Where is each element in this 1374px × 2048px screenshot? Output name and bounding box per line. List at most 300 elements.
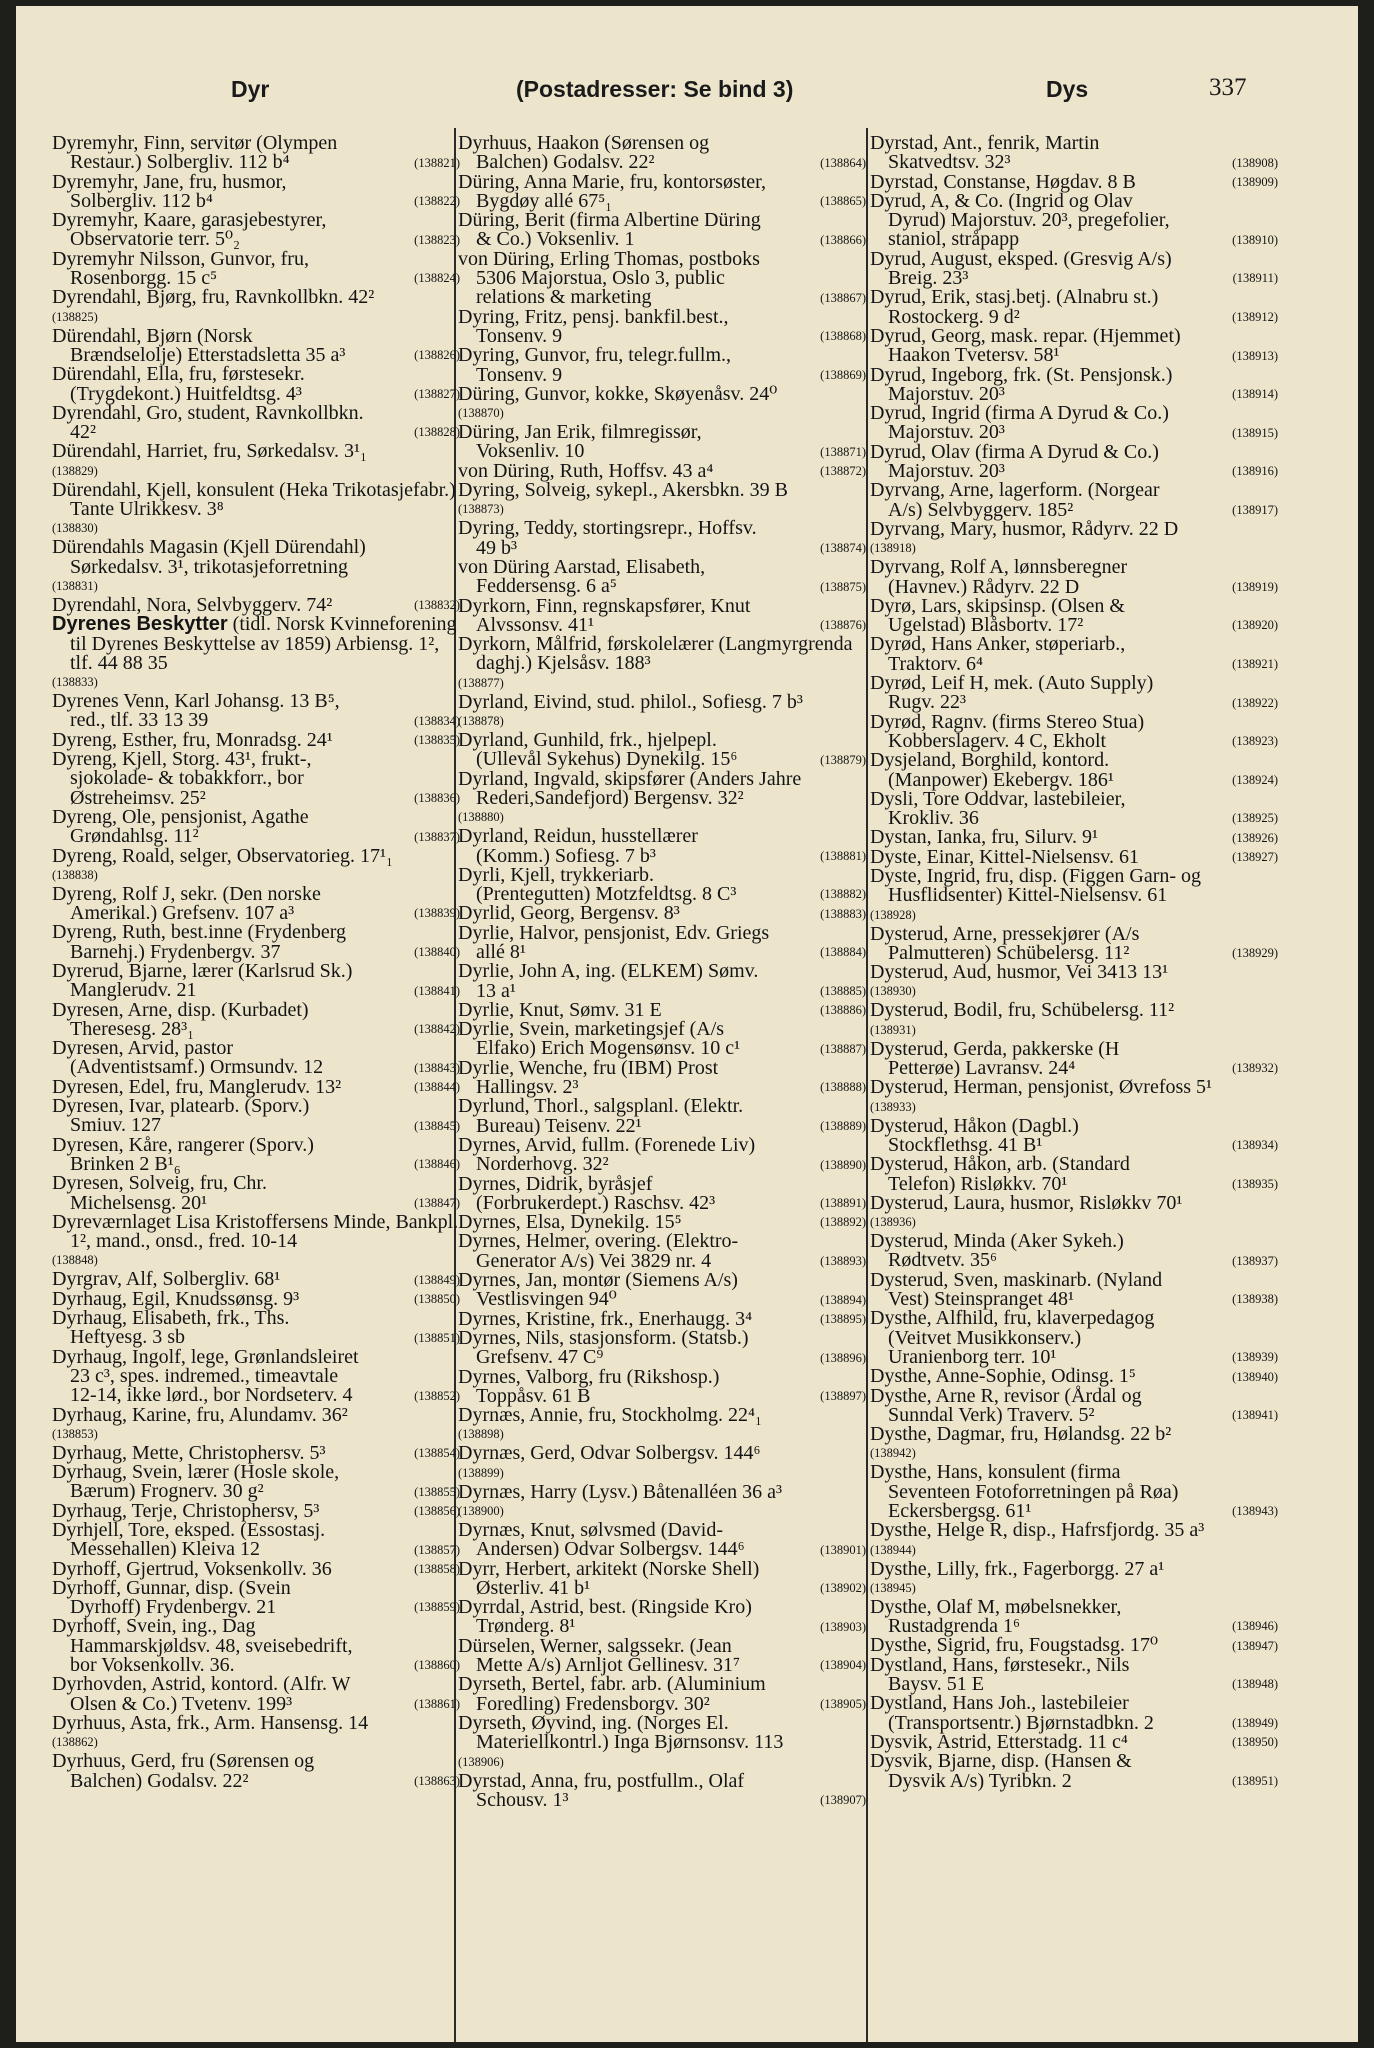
entry-code: (138922) — [1232, 695, 1278, 710]
entry-code: (138885) — [820, 983, 866, 998]
entry-code: (138844) — [414, 1080, 460, 1095]
entry-description: Dyresen, Solveig, fru, Chr. Michelsensg. 20¹ — [52, 1172, 267, 1214]
entry-description: Düring, Anna Marie, fru, kontorsøster, Bygdøy allé 67⁵₁ — [458, 170, 767, 212]
entry-description: Dyresen, Arvid, pastor (Adventistsamf.) Ormsundv. 12 — [52, 1037, 324, 1079]
directory-entry — [870, 1114, 1278, 1156]
entry-description: Dyring, Solveig, sykepl., Akersbkn. 39 B — [458, 479, 788, 502]
entry-text — [52, 1711, 460, 1752]
directory-entry — [458, 423, 866, 462]
entry-code: (138863) — [414, 1773, 460, 1788]
entry-description: Dyrnes, Elsa, Dynekilg. 15⁵ — [458, 1211, 682, 1234]
entry-code: (138883) — [820, 906, 866, 921]
entry-description: Dürendahl, Kjell, konsulent (Heka Trikotasjefabr.) Tante Ulrikkesv. 3⁸ — [52, 478, 456, 521]
entry-text — [870, 189, 1278, 251]
entry-code: (138889) — [820, 1118, 866, 1133]
entry-description: Dyrlie, John A, ing. (ELKEM) Sømv. 13 a¹ — [458, 960, 759, 1002]
entry-code: (138933) — [870, 1099, 916, 1114]
entry-text — [870, 1463, 1278, 1521]
directory-page — [16, 6, 1358, 2042]
directory-entry — [52, 1174, 460, 1213]
entry-code: (138838) — [52, 867, 98, 882]
entry-code: (138946) — [1232, 1619, 1278, 1634]
entry-code: (138834) — [414, 713, 460, 728]
entry-description: Dyrnes, Helmer, overing. (Elektro-Generator A/s) Vei 3829 nr. 4 — [458, 1230, 739, 1272]
entry-text — [870, 1595, 1278, 1638]
entry-code: (138840) — [414, 944, 460, 959]
entry-text — [52, 692, 460, 731]
entry-description: Dyrlie, Knut, Sømv. 31 E — [458, 998, 662, 1021]
entry-description: Dyreng, Rolf J, sekr. (Den norske Amerikal.) Grefsenv. 107 a³ — [52, 882, 321, 925]
entry-text — [458, 1326, 866, 1369]
entry-description: Dyresen, Ivar, platearb. (Sporv.) Smiuv. 127 — [52, 1095, 310, 1137]
directory-entry — [52, 401, 460, 444]
directory-entry — [458, 555, 866, 598]
entry-text — [458, 921, 866, 963]
entry-code: (138916) — [1232, 464, 1278, 479]
right-guide-word: Dys — [1046, 76, 1089, 102]
directory-entry — [458, 863, 866, 906]
entry-code: (138880) — [458, 810, 504, 825]
entry-text — [870, 1155, 1278, 1194]
entry-code: (138846) — [414, 1157, 460, 1172]
entry-code: (138906) — [458, 1754, 504, 1769]
entry-text — [870, 324, 1278, 367]
entry-description: Dyste, Ingrid, fru, disp. (Figgen Garn- og Husflidsenter) Kittel-Nielsensv. 61 — [870, 864, 1202, 907]
directory-entry — [458, 1172, 866, 1214]
entry-code: (138923) — [1232, 734, 1278, 749]
entry-code: (138884) — [820, 945, 866, 960]
column-2 — [458, 134, 866, 2034]
entry-text — [458, 1365, 866, 1407]
directory-entry — [870, 247, 1278, 290]
entry-text — [870, 481, 1278, 520]
entry-description: Dysterud, Arne, pressekjører (A/s Palmutteren) Schübelersg. 11² — [870, 922, 1140, 964]
entry-text — [458, 1598, 866, 1637]
entry-text — [52, 882, 460, 925]
entry-code: (138944) — [870, 1542, 916, 1557]
entry-description: Dysterud, Minda (Aker Sykeh.) Rødtvetv. 35⁶ — [870, 1230, 1124, 1272]
entry-text — [52, 998, 460, 1040]
entry-code: (138930) — [870, 984, 916, 999]
entry-text — [52, 324, 460, 366]
entry-text — [458, 382, 866, 423]
directory-entry — [870, 1463, 1278, 1521]
entry-text — [870, 288, 1278, 327]
directory-entry — [870, 517, 1278, 558]
entry-code: (138913) — [1232, 348, 1278, 363]
directory-entry — [458, 382, 866, 423]
page-number: 337 — [1209, 74, 1247, 101]
entry-text — [458, 1557, 866, 1599]
entry-text — [458, 731, 866, 770]
entry-description: Düring, Jan Erik, filmregissør, Voksenliv. 10 — [458, 421, 702, 463]
column-1 — [52, 134, 460, 2034]
directory-entry — [870, 1309, 1278, 1367]
entry-description: Dyrhoff, Gjertrud, Voksenkollv. 36 — [52, 1557, 332, 1580]
entry-text — [52, 1463, 460, 1502]
entry-description: Dysthe, Helge R, disp., Hafrsfjordg. 35 a³ — [870, 1519, 1205, 1542]
entry-code: (138872) — [820, 464, 866, 479]
entry-description: Dyrhaug, Ingolf, lege, Grønlandsleiret 23 c³, spes. indremed., timeavtale 12-14, ikke lørd., bor Nordseterv. 4 — [52, 1345, 359, 1407]
entry-code: (138937) — [1232, 1253, 1278, 1268]
directory-entry — [458, 731, 866, 770]
entry-text — [870, 1384, 1278, 1426]
entry-text — [458, 1406, 866, 1444]
entry-description: Dysterud, Gerda, pakkerske (H Petterøe) Lavransv. 24⁴ — [870, 1037, 1120, 1080]
directory-entry — [52, 805, 460, 848]
entry-description: Dyrlund, Thorl., salgsplanl. (Elektr. Bureau) Teisenv. 22¹ — [458, 1095, 744, 1137]
entry-text — [458, 1056, 866, 1099]
directory-entry — [458, 346, 866, 385]
entry-description: Dyrlie, Halvor, pensjonist, Edv. Griegs allé 8¹ — [458, 921, 770, 963]
entry-description: Dyrnæs, Annie, fru, Stockholmg. 22⁴₁ — [458, 1404, 762, 1427]
directory-entry — [458, 1675, 866, 1714]
entry-code: (138833) — [52, 675, 98, 690]
entry-text — [870, 1268, 1278, 1311]
entry-code: (138941) — [1232, 1408, 1278, 1423]
directory-entry — [52, 1097, 460, 1136]
entry-text — [458, 519, 866, 558]
entry-code: (138929) — [1232, 946, 1278, 961]
entry-text — [870, 710, 1278, 752]
directory-entry — [458, 1097, 866, 1136]
entry-code: (138878) — [458, 714, 504, 729]
directory-entry — [52, 324, 460, 366]
entry-code: (138898) — [458, 1427, 504, 1442]
directory-entry — [52, 882, 460, 925]
entry-description: Dysvik, Bjarne, disp. (Hansen & Dysvik A/s) Tyribkn. 2 — [870, 1750, 1132, 1792]
entry-description: Dyrr, Herbert, arkitekt (Norske Shell) Østerliv. 41 b¹ — [458, 1557, 760, 1599]
entry-text — [458, 1711, 866, 1772]
directory-entry — [870, 1694, 1278, 1733]
entry-text — [870, 1232, 1278, 1271]
directory-entry — [458, 1271, 866, 1310]
entry-description: Dyring, Fritz, pensj. bankfil.best., Tonsenv. 9 — [458, 305, 729, 347]
entry-description: Dysvik, Astrid, Etterstadg. 11 c⁴ — [870, 1730, 1128, 1753]
entry-code: (138849) — [414, 1272, 460, 1287]
entry-text — [52, 1521, 460, 1560]
entry-description: Dyrhoff, Svein, ing., Dag Hammarskjøldsv. 48, sveisebedrift, bor Voksenkollv. 36. — [52, 1615, 353, 1677]
entry-description: Dürendahl, Ella, fru, førstesekr. (Trygdekont.) Huitfeldtsg. 4³ — [52, 363, 305, 405]
entry-description: Dysterud, Laura, husmor, Risløkkv 70¹ — [870, 1191, 1183, 1214]
entry-description: Dyrhaug, Mette, Christophersv. 5³ — [52, 1441, 326, 1464]
directory-entry — [870, 363, 1278, 405]
directory-entry — [870, 1232, 1278, 1271]
entry-code: (138914) — [1232, 387, 1278, 402]
entry-text — [52, 401, 460, 444]
directory-entry — [870, 1557, 1278, 1598]
entry-description: Dyrnæs, Gerd, Odvar Solbergsv. 144⁶ — [458, 1442, 761, 1465]
directory-entry — [458, 247, 866, 309]
directory-entry — [52, 442, 460, 480]
entry-text — [870, 674, 1278, 713]
directory-entry — [52, 1345, 460, 1407]
entry-text — [870, 558, 1278, 597]
directory-entry — [870, 594, 1278, 637]
entry-code: (138830) — [52, 521, 98, 536]
entry-code: (138871) — [820, 444, 866, 459]
directory-entry — [458, 1521, 866, 1560]
entry-description: Dyrvang, Mary, husmor, Rådyrv. 22 D — [870, 517, 1179, 540]
entry-text — [52, 1345, 460, 1407]
entry-text — [52, 211, 460, 250]
entry-code: (138825) — [52, 309, 98, 324]
entry-description: Dysterud, Sven, maskinarb. (Nyland Vest) Steinspranget 48¹ — [870, 1268, 1163, 1311]
entry-description: Dyring, Teddy, stortingsrepr., Hoffsv. 49 b³ — [458, 517, 757, 559]
directory-entry — [52, 923, 460, 962]
directory-entry — [458, 170, 866, 212]
entry-code: (138853) — [52, 1426, 98, 1441]
entry-code: (138927) — [1232, 849, 1278, 864]
directory-entry — [870, 635, 1278, 674]
directory-entry — [458, 519, 866, 558]
directory-entry — [870, 1268, 1278, 1311]
entry-text — [52, 1174, 460, 1213]
entry-text — [52, 844, 460, 885]
entry-text — [458, 1675, 866, 1714]
entry-text — [870, 787, 1278, 830]
entry-code: (138832) — [414, 598, 460, 613]
entry-text — [52, 805, 460, 848]
directory-entry — [870, 922, 1278, 964]
entry-text — [458, 1133, 866, 1176]
entry-code: (138845) — [414, 1118, 460, 1133]
directory-entry — [870, 288, 1278, 327]
directory-entry — [52, 1403, 460, 1444]
directory-entry — [458, 1634, 866, 1677]
entry-code: (138925) — [1232, 811, 1278, 826]
entry-description: Dyrhuus, Haakon (Sørensen og Balchen) Godalsv. 22² — [458, 134, 710, 174]
entry-description: Dyrnes, Nils, stasjonsform. (Statsb.) Grefsenv. 47 C⁹ — [458, 1326, 749, 1369]
entry-description: Dyrhjell, Tore, eksped. (Essostasj. Messehallen) Kleiva 12 — [52, 1519, 326, 1561]
entry-text — [870, 635, 1278, 674]
entry-description: Dyrgrav, Alf, Solbergliv. 68¹ — [52, 1268, 281, 1291]
directory-entry — [52, 478, 460, 539]
directory-entry — [870, 1078, 1278, 1116]
entry-code: (138951) — [1232, 1773, 1278, 1788]
entry-description: (tidl. Norsk Kvinneforening til Dyrenes Beskyttelse av 1859) Arbiensg. 1², tlf. 44 88 35 — [70, 613, 457, 674]
entry-description: Dyrud, August, eksped. (Gresvig A/s) Breig. 23³ — [870, 247, 1172, 290]
entry-description: Dyrlie, Wenche, fru (IBM) Prost Hallingsv. 2³ — [458, 1056, 719, 1099]
entry-text — [458, 635, 866, 693]
entry-description: Dyrseth, Bertel, fabr. arb. (Aluminium Foredling) Fredensborgv. 30² — [458, 1673, 766, 1715]
entry-code: (138868) — [820, 329, 866, 344]
entry-description: Dyrhaug, Svein, lærer (Hosle skole, Bærum) Frognerv. 30 g² — [52, 1461, 340, 1503]
entry-code: (138919) — [1232, 579, 1278, 594]
entry-code: (138928) — [870, 907, 916, 922]
entry-description: Dysterud, Håkon (Dagbl.) Stockflethsg. 41 B¹ — [870, 1114, 1079, 1156]
entry-description: Dyrrdal, Astrid, best. (Ringside Kro) Trønderg. 8¹ — [458, 1596, 752, 1638]
entry-code: (138881) — [820, 848, 866, 863]
directory-entry — [52, 1711, 460, 1752]
entry-code: (138895) — [820, 1311, 866, 1326]
entry-code: (138904) — [820, 1658, 866, 1673]
directory-entry — [458, 1020, 866, 1059]
entry-description: Dysterud, Aud, husmor, Vei 3413 13¹ — [870, 961, 1169, 984]
directory-entry — [52, 1210, 460, 1271]
column-3 — [870, 134, 1278, 2034]
directory-entry — [52, 844, 460, 885]
entry-description: Dystan, Ianka, fru, Silurv. 9¹ — [870, 826, 1098, 849]
entry-description: Dysjeland, Borghild, kontord. (Manpower) Ekebergv. 186¹ — [870, 749, 1114, 791]
directory-entry — [458, 1406, 866, 1444]
entry-code: (138864) — [820, 155, 866, 170]
entry-code: (138920) — [1232, 618, 1278, 633]
entry-text — [870, 363, 1278, 405]
entry-code: (138858) — [414, 1561, 460, 1576]
directory-entry — [52, 211, 460, 250]
directory-entry — [870, 1191, 1278, 1232]
entry-text — [52, 1675, 460, 1714]
entry-code: (138901) — [820, 1542, 866, 1557]
entry-description: Dysthe, Lilly, frk., Fagerborgg. 27 a¹ — [870, 1557, 1165, 1580]
directory-entry — [458, 1133, 866, 1176]
directory-entry — [458, 594, 866, 636]
directory-entry — [870, 1521, 1278, 1559]
entry-text — [870, 440, 1278, 483]
entry-text — [458, 1480, 866, 1521]
entry-text — [458, 555, 866, 598]
directory-entry — [52, 365, 460, 404]
entry-description: Dyrhuus, Gerd, fru (Sørensen og Balchen) Godalsv. 22² — [52, 1750, 315, 1792]
entry-description: Dysthe, Sigrid, fru, Fougstadsg. 17⁰ — [870, 1634, 1159, 1657]
entry-text — [52, 1039, 460, 1078]
directory-entry — [458, 1598, 866, 1637]
entry-code: (138870) — [458, 406, 504, 421]
entry-text — [870, 517, 1278, 558]
directory-entry — [870, 1037, 1278, 1080]
entry-code: (138843) — [414, 1060, 460, 1075]
entry-code: (138931) — [870, 1022, 916, 1037]
entry-text — [52, 1133, 460, 1175]
entry-description: Dysterud, Bodil, fru, Schübelersg. 11² — [870, 999, 1175, 1022]
entry-code: (138841) — [414, 983, 460, 998]
entry-text — [870, 922, 1278, 964]
directory-entry — [52, 998, 460, 1040]
entry-code: (138905) — [820, 1696, 866, 1711]
entry-code: (138869) — [820, 367, 866, 382]
entry-description: Dyrud, Olav (firma A Dyrud & Co.) Majorstuv. 20³ — [870, 440, 1159, 483]
directory-entry — [52, 750, 460, 808]
entry-description: Dyrhaug, Karine, fru, Alundamv. 36² — [52, 1403, 348, 1426]
entry-code: (138897) — [820, 1389, 866, 1404]
directory-entry — [870, 963, 1278, 1001]
entry-code: (138860) — [414, 1658, 460, 1673]
entry-description: von Düring, Erling Thomas, postboks 5306 Majorstua, Oslo 3, public relations & marketing — [458, 247, 760, 309]
entry-code: (138876) — [820, 618, 866, 633]
directory-entry — [458, 962, 866, 1001]
entry-code: (138900) — [458, 1504, 504, 1518]
entry-code: (138854) — [414, 1446, 460, 1461]
entry-text — [52, 538, 460, 596]
directory-entry — [52, 288, 460, 326]
entry-code: (138875) — [820, 579, 866, 594]
directory-entry — [870, 189, 1278, 251]
entry-description: Dysli, Tore Oddvar, lastebileier, Krokliv. 36 — [870, 787, 1126, 830]
directory-entry — [458, 481, 866, 519]
entry-description: Dürendahl, Harriet, fru, Sørkedalsv. 3¹₁ — [52, 440, 367, 463]
entry-description: Dyrnæs, Knut, sølvsmed (David-Andersen) Odvar Solbergsv. 144⁶ — [458, 1519, 745, 1561]
directory-entry — [458, 1711, 866, 1772]
entry-text — [870, 751, 1278, 790]
entry-code: (138903) — [820, 1619, 866, 1634]
column-divider — [866, 128, 868, 2042]
directory-entry — [870, 134, 1278, 173]
directory-entry — [870, 1384, 1278, 1426]
entry-description: Dyrø, Lars, skipsinsp. (Olsen & Ugelstad) Blåsbortv. 17² — [870, 594, 1125, 637]
entry-code: (138899) — [458, 1465, 504, 1480]
entry-bold-name: Dyrenes Beskytter — [52, 613, 228, 636]
entry-description: Dyste, Einar, Kittel-Nielsensv. 61 — [870, 845, 1139, 868]
directory-entry — [458, 921, 866, 963]
entry-text — [52, 247, 460, 290]
entry-text — [458, 827, 866, 866]
entry-text — [52, 1752, 460, 1791]
entry-description: Dyrhovden, Astrid, kontord. (Alfr. W Olsen & Co.) Tvetenv. 199³ — [52, 1673, 351, 1715]
entry-description: Dystland, Hans Joh., lastebileier (Transportsentr.) Bjørnstadbkn. 2 — [870, 1692, 1154, 1734]
entry-description: Düring, Gunvor, kokke, Skøyenåsv. 24⁰ — [458, 382, 778, 405]
entry-description: Dyresen, Kåre, rangerer (Sporv.) Brinken 2 B¹₆ — [52, 1133, 314, 1175]
entry-description: Dyrnes, Kristine, frk., Enerhaugg. 3⁴ — [458, 1307, 753, 1330]
entry-code: (138874) — [820, 540, 866, 555]
entry-text — [458, 211, 866, 250]
entry-description: Dysthe, Hans, konsulent (firma Seventeen Fotoforretningen på Røa) Eckersbergsg. 61¹ — [870, 1461, 1179, 1522]
entry-code: (138902) — [820, 1581, 866, 1596]
directory-entry — [870, 751, 1278, 790]
entry-text — [458, 247, 866, 309]
entry-code: (138852) — [414, 1388, 460, 1403]
directory-entry — [52, 1675, 460, 1714]
entry-text — [870, 1037, 1278, 1080]
directory-entry — [458, 1232, 866, 1271]
directory-entry — [52, 1133, 460, 1175]
entry-code: (138890) — [820, 1157, 866, 1172]
entry-description: Dysthe, Dagmar, fru, Hølandsg. 22 b² — [870, 1423, 1172, 1446]
entry-text — [458, 305, 866, 347]
entry-description: Dysterud, Herman, pensjonist, Øvrefoss 5¹ — [870, 1076, 1213, 1099]
entry-text — [52, 288, 460, 326]
entry-text — [52, 750, 460, 808]
entry-code: (138831) — [52, 578, 98, 593]
entry-code: (138943) — [1232, 1504, 1278, 1519]
entry-description: von Düring Aarstad, Elisabeth, Feddersensg. 6 a⁵ — [458, 555, 706, 598]
directory-entry — [52, 1752, 460, 1791]
entry-text — [458, 481, 866, 519]
entry-code: (138887) — [820, 1041, 866, 1056]
entry-code: (138892) — [820, 1215, 866, 1230]
entry-code: (138866) — [820, 232, 866, 247]
entry-text — [52, 615, 460, 692]
entry-description: Dyrhaug, Terje, Christophersv, 5³ — [52, 1499, 320, 1522]
entry-description: Dyreng, Roald, selger, Observatorieg. 17¹₁ — [52, 844, 393, 867]
entry-text — [52, 365, 460, 404]
entry-description: Dyrerud, Bjarne, lærer (Karlsrud Sk.) Manglerudv. 21 — [52, 959, 353, 1002]
directory-entry — [870, 674, 1278, 713]
directory-entry — [458, 1326, 866, 1369]
entry-code: (138862) — [52, 1735, 98, 1750]
directory-entry — [870, 558, 1278, 597]
directory-entry — [458, 1444, 866, 1482]
entry-code: (138926) — [1232, 830, 1278, 845]
entry-description: von Düring, Ruth, Hoffsv. 43 a⁴ — [458, 459, 714, 482]
entry-code: (138948) — [1232, 1677, 1278, 1692]
entry-code: (138837) — [414, 829, 460, 844]
entry-text — [458, 1097, 866, 1136]
entry-text — [870, 1309, 1278, 1367]
entry-text — [52, 442, 460, 480]
entry-text — [870, 1001, 1278, 1039]
entry-text — [458, 1634, 866, 1677]
